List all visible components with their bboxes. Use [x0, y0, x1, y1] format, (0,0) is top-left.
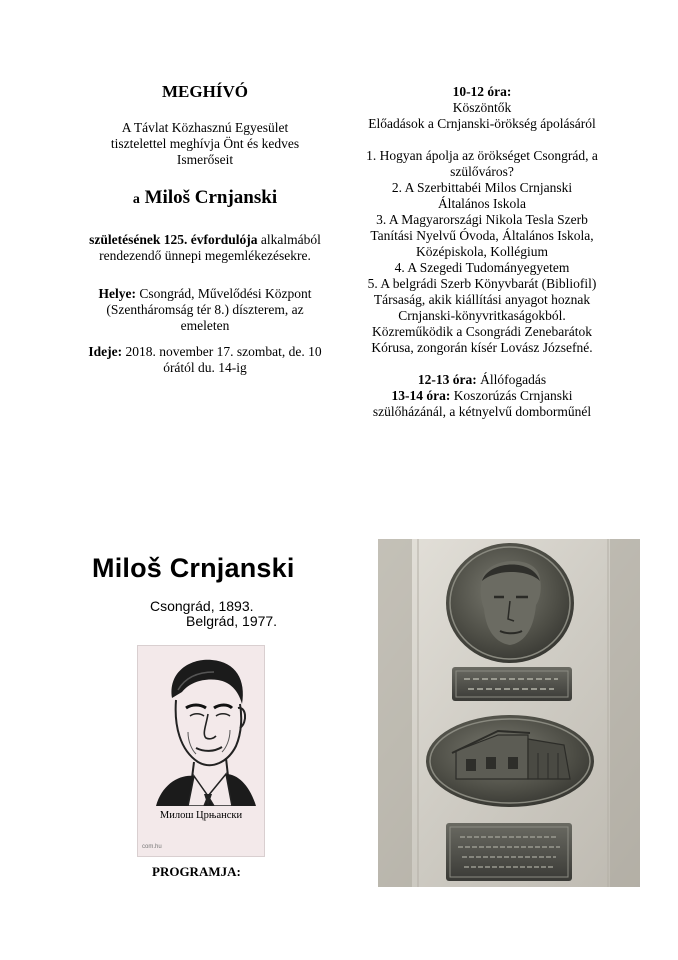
honoree-prefix: a — [132, 192, 140, 207]
intro-line-2: tisztelettel meghívja Önt és kedves — [110, 136, 300, 151]
anniversary-rest: alkalmából — [257, 232, 321, 247]
program-list-item: Középiskola, Kollégium — [416, 244, 548, 259]
time-line-2: órától du. 14-ig — [163, 360, 247, 375]
program-list-item: Crnjanski-könyvritkaságokból. — [398, 308, 566, 323]
slot3-line — [342, 388, 622, 404]
program-list-item: Általános Iskola — [437, 196, 527, 211]
honoree-line — [80, 187, 330, 208]
program-list-item: 2. A Szerbittabéi Milos Crnjanski — [391, 180, 573, 195]
poster-name: Miloš Crnjanski — [92, 553, 295, 583]
slot2-line — [342, 372, 622, 388]
memorial-plaque-photo — [378, 539, 640, 887]
anniversary-bold: születésének 125. évfordulója — [89, 232, 258, 247]
program-list-item: Kórusa, zongorán kísér Lovász Józsefné. — [371, 340, 593, 355]
anniversary-line-1 — [80, 232, 330, 248]
time-label: Ideje: — [88, 344, 123, 359]
program-list-item: 1. Hogyan ápolja az örökséget Csongrád, a — [366, 148, 598, 163]
portrait-drawing — [137, 645, 265, 857]
invitation-column — [80, 84, 330, 376]
invitation-title: MEGHÍVÓ — [162, 82, 248, 101]
program-list-item: Társaság, akik kiállítási anyagot hoznak — [373, 292, 591, 307]
slot3-text: Koszorúzás Crnjanski — [450, 388, 573, 403]
place-label: Helye: — [98, 286, 136, 301]
death-place-year: Belgrád, 1977. — [186, 613, 278, 629]
place-line-2: (Szentháromság tér 8.) díszterem, az — [106, 302, 304, 317]
slot2-text: Állófogadás — [476, 372, 547, 387]
place-text: Csongrád, Művelődési Központ — [136, 286, 312, 301]
portrait-watermark: com.hu — [142, 844, 162, 850]
intro-line-1: A Távlat Közhasznú Egyesület — [121, 120, 289, 135]
portrait-caption: Милош Црњански — [159, 810, 243, 821]
birth-place-year: Csongrád, 1893. — [150, 598, 254, 614]
slot1-line-1: Köszöntők — [452, 100, 512, 115]
honoree-name: Miloš Crnjanski — [144, 187, 278, 208]
program-list-item: 3. A Magyarországi Nikola Tesla Szerb — [376, 212, 588, 227]
program-heading: PROGRAMJA: — [152, 864, 241, 879]
place-line-3: emeleten — [180, 318, 230, 333]
program-list-item: szülőváros? — [450, 164, 514, 179]
schedule-column — [342, 84, 622, 420]
intro-line-3: Ismerőseit — [176, 152, 234, 167]
slot1-time: 10-12 óra: — [452, 84, 512, 99]
slot3-line-2: szülőházánál, a kétnyelvű domborműnél — [372, 404, 592, 419]
slot3-time: 13-14 óra: — [391, 388, 451, 403]
program-list-item: 5. A belgrádi Szerb Könyvbarát (Bibliofil) — [367, 276, 597, 291]
place-line-1 — [80, 286, 330, 302]
slot2-time: 12-13 óra: — [417, 372, 477, 387]
program-list-item: Tanítási Nyelvű Óvoda, Általános Iskola, — [370, 228, 594, 243]
slot1-line-2: Előadások a Crnjanski-örökség ápolásáról — [368, 116, 596, 131]
bas-relief-photo-icon — [378, 539, 640, 887]
portrait-sketch-icon — [138, 646, 264, 806]
time-text: 2018. november 17. szombat, de. 10 — [122, 344, 322, 359]
time-line-1 — [80, 344, 330, 360]
anniversary-line-2: rendezendő ünnepi megemlékezésekre. — [99, 248, 311, 263]
program-list-item: 4. A Szegedi Tudományegyetem — [394, 260, 570, 275]
program-list-item: Közreműködik a Csongrádi Zenebarátok — [371, 324, 593, 339]
